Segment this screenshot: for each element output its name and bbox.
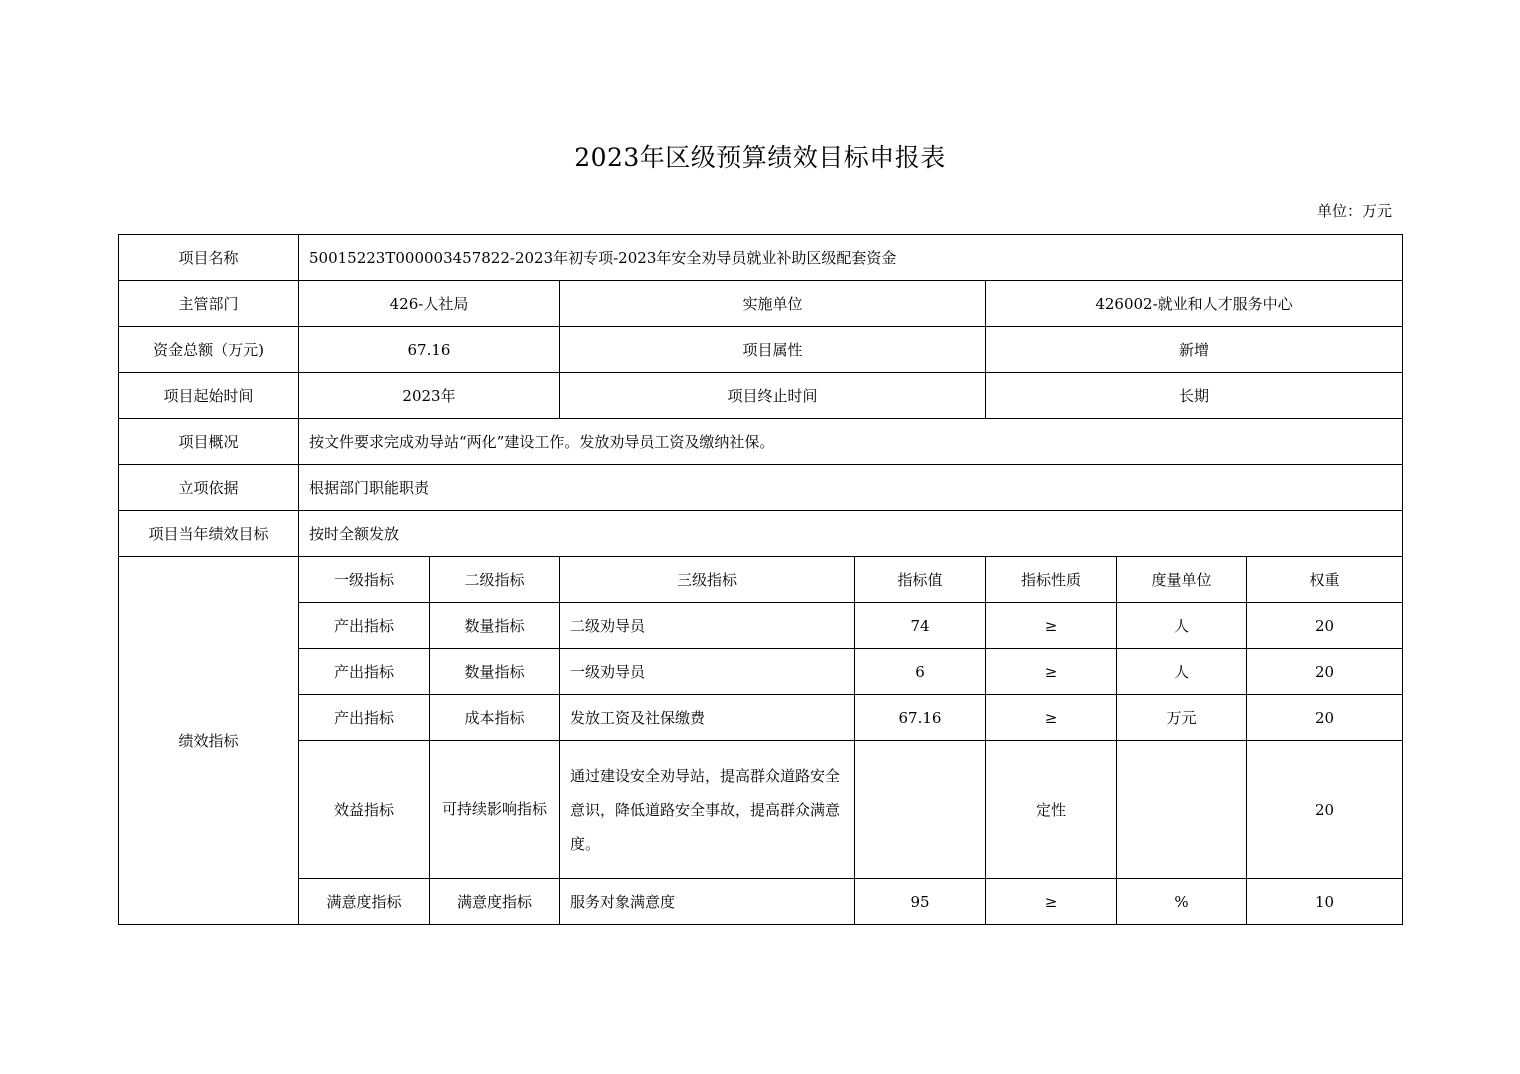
weight-cell: 20 [1247,695,1403,741]
level3-cell: 服务对象满意度 [560,879,855,925]
end-label: 项目终止时间 [560,373,986,419]
header-value: 指标值 [855,557,986,603]
unit-cell: 万元 [1117,695,1247,741]
row-fund [119,327,1403,373]
level2-cell: 成本指标 [430,695,560,741]
weight-cell: 20 [1247,649,1403,695]
attr-value: 新增 [986,327,1403,373]
perf-row [119,649,1403,695]
start-label: 项目起始时间 [119,373,299,419]
goal-label: 项目当年绩效目标 [119,511,299,557]
goal-value: 按时全额发放 [299,511,1403,557]
value-cell: 6 [855,649,986,695]
nature-cell: ≥ [986,879,1117,925]
value-cell: 74 [855,603,986,649]
perf-section-label: 绩效指标 [119,557,299,925]
unit-cell: 人 [1117,649,1247,695]
dept-value: 426-人社局 [299,281,560,327]
level1-cell: 产出指标 [299,695,430,741]
level3-cell: 二级劝导员 [560,603,855,649]
weight-cell: 20 [1247,741,1403,879]
perf-row [119,879,1403,925]
level3-cell: 发放工资及社保缴费 [560,695,855,741]
header-weight: 权重 [1247,557,1403,603]
level2-cell: 满意度指标 [430,879,560,925]
row-period [119,373,1403,419]
level1-cell: 产出指标 [299,603,430,649]
unit-cell: % [1117,879,1247,925]
weight-cell: 20 [1247,603,1403,649]
attr-label: 项目属性 [560,327,986,373]
row-department [119,281,1403,327]
perf-row [119,741,1403,879]
row-overview [119,419,1403,465]
level1-cell: 满意度指标 [299,879,430,925]
unit-cell [1117,741,1247,879]
impl-unit-label: 实施单位 [560,281,986,327]
level1-cell: 产出指标 [299,649,430,695]
level2-cell: 数量指标 [430,603,560,649]
page-title: 2023年区级预算绩效目标申报表 [574,143,946,172]
end-value: 长期 [986,373,1403,419]
report-table [118,234,1403,925]
nature-cell: ≥ [986,649,1117,695]
value-cell: 95 [855,879,986,925]
start-value: 2023年 [299,373,560,419]
fund-label: 资金总额（万元) [119,327,299,373]
nature-cell: ≥ [986,695,1117,741]
row-goal [119,511,1403,557]
unit-cell: 人 [1117,603,1247,649]
level1-cell: 效益指标 [299,741,430,879]
dept-label: 主管部门 [119,281,299,327]
fund-value: 67.16 [299,327,560,373]
header-nature: 指标性质 [986,557,1117,603]
project-name-value: 50015223T000003457822-2023年初专项-2023年安全劝导员就业补助区级配套资金 [299,235,1403,281]
level3-cell: 一级劝导员 [560,649,855,695]
nature-cell: 定性 [986,741,1117,879]
level2-cell: 数量指标 [430,649,560,695]
project-name-label: 项目名称 [119,235,299,281]
overview-label: 项目概况 [119,419,299,465]
value-cell [855,741,986,879]
header-level1: 一级指标 [299,557,430,603]
perf-header-row [119,557,1403,603]
basis-value: 根据部门职能职责 [299,465,1403,511]
level2-cell: 可持续影响指标 [430,741,560,879]
impl-unit-value: 426002-就业和人才服务中心 [986,281,1403,327]
level3-cell: 通过建设安全劝导站，提高群众道路安全意识，降低道路安全事故，提高群众满意度。 [560,741,855,879]
perf-row [119,695,1403,741]
overview-value: 按文件要求完成劝导站“两化”建设工作。发放劝导员工资及缴纳社保。 [299,419,1403,465]
row-basis [119,465,1403,511]
header-unit: 度量单位 [1117,557,1247,603]
basis-label: 立项依据 [119,465,299,511]
header-level3: 三级指标 [560,557,855,603]
value-cell: 67.16 [855,695,986,741]
weight-cell: 10 [1247,879,1403,925]
perf-row [119,603,1403,649]
nature-cell: ≥ [986,603,1117,649]
row-project-name [119,235,1403,281]
header-level2: 二级指标 [430,557,560,603]
unit-label: 单位：万元 [1316,202,1392,220]
